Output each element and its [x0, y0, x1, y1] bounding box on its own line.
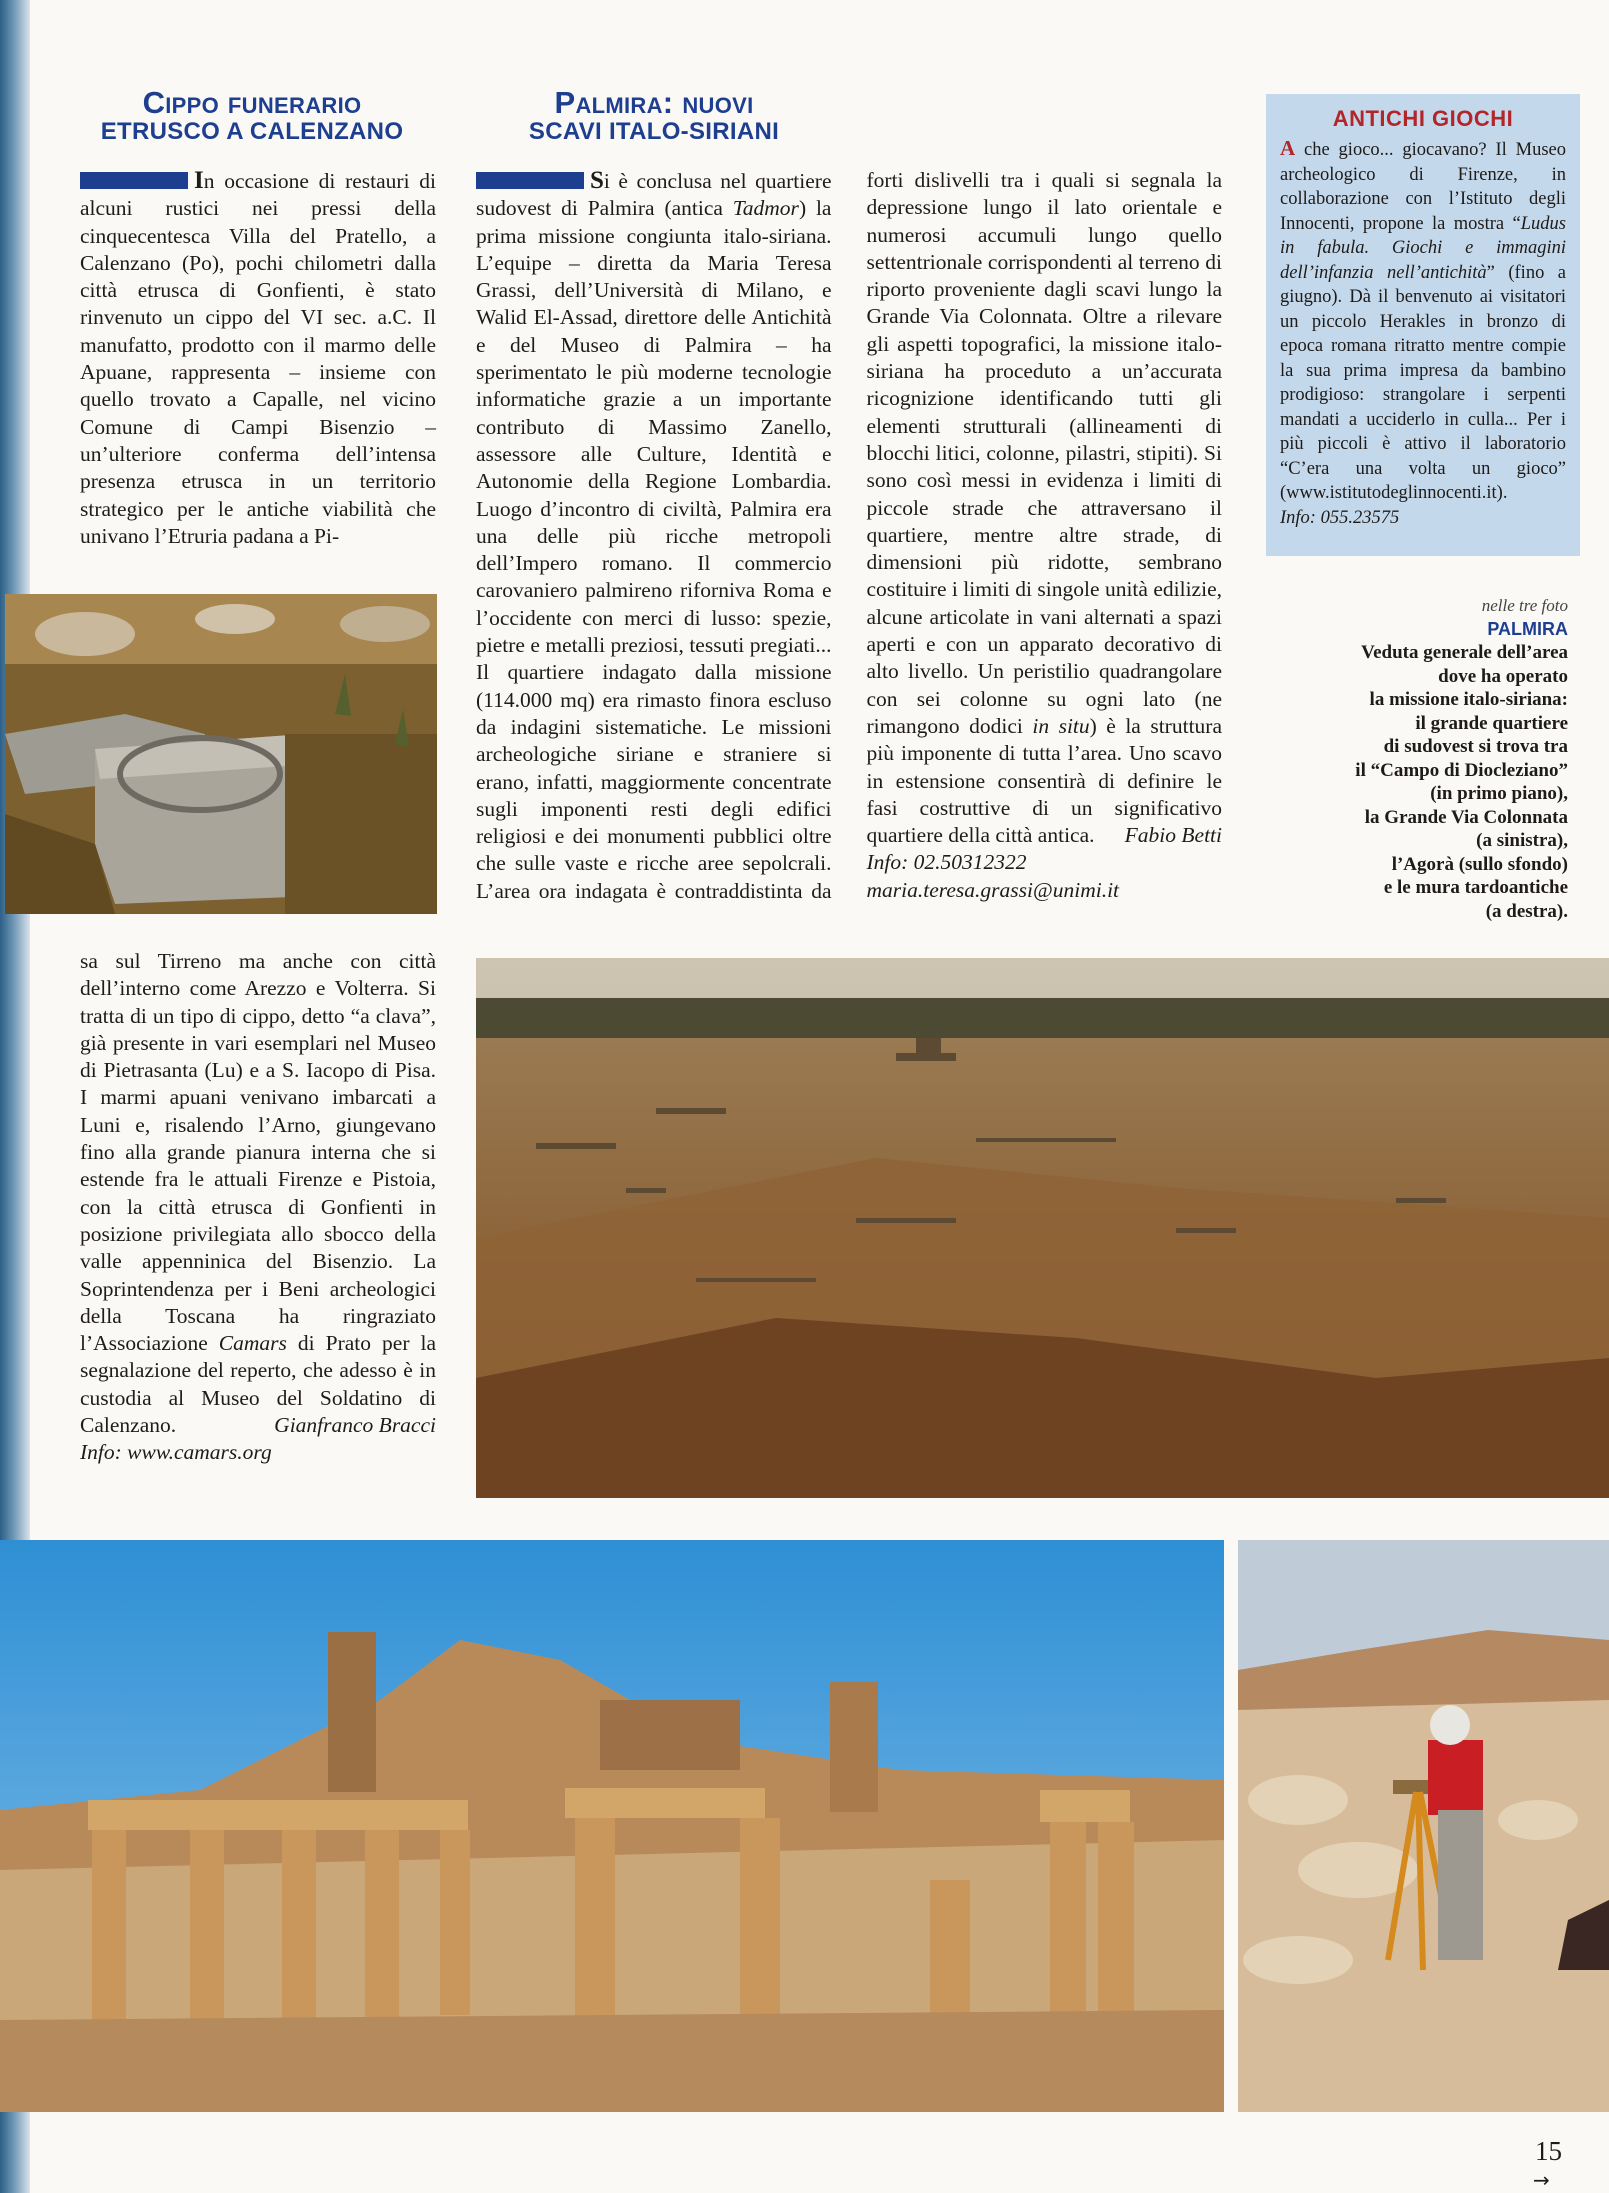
article2-signature: Fabio Betti [1124, 823, 1222, 848]
article1-headline-line1: Cippo funerario [142, 85, 362, 120]
article2-body [476, 167, 1222, 919]
caption-line: di sudovest si trova tra [1383, 736, 1568, 757]
caption-line: Veduta generale dell’area [1361, 642, 1568, 663]
caption-line: la Grande Via Colonnata [1364, 806, 1568, 828]
article2-in-situ: in situ [1032, 713, 1090, 738]
caption-place: PALMIRA [1487, 618, 1568, 639]
sidebar-info: Info: 055.23575 [1280, 507, 1400, 528]
caption-line: (in primo piano), [1430, 783, 1568, 804]
article1-info: Info: www.camars.org [80, 1440, 272, 1465]
sidebar-antichi-giochi [1266, 94, 1580, 556]
article2-headline-line2: SCAVI ITALO-SIRIANI [528, 118, 780, 145]
caption-line: il grande quartiere [1415, 712, 1568, 734]
caption-line: dove ha operato [1438, 665, 1568, 687]
sidebar-title: ANTICHI GIOCHI [1332, 106, 1514, 131]
caption-line: (a sinistra), [1476, 830, 1568, 851]
article2-headline [476, 85, 832, 146]
photo-palmira-columns [0, 1540, 1224, 2112]
caption-line: e le mura tardoantiche [1383, 877, 1568, 898]
article2-info-phone: Info: 02.50312322 [866, 850, 1027, 875]
blue-rule-marker [80, 172, 188, 189]
article1-headline [62, 85, 442, 146]
article1-camars: Camars [218, 1331, 287, 1356]
sidebar-dropcap: A [1280, 136, 1296, 160]
article1-para-bottom-2: di Prato per la segnalazione del reperto, che adesso è in custodia al Museo del Soldatino di Calenzano. [80, 1331, 437, 1438]
page-number: 15 [1535, 2136, 1562, 2166]
caption-line: il “Campo di Diocleziano” [1355, 759, 1568, 781]
article2-dropcap: S [590, 167, 604, 194]
article2-info-email: maria.teresa.grassi@unimi.it [866, 877, 1120, 902]
article2-text-c: ) è la struttura più imponente di tutta l’area. Uno scavo in estensione consentirà di definire le fasi costruttive di un significativo quartiere della città antica. [866, 713, 1222, 848]
article1-body-bottom [80, 948, 436, 1467]
article2-tadmor: Tadmor [732, 196, 799, 221]
caption-lead: nelle tre foto [1481, 596, 1568, 615]
article1-body-top [80, 167, 436, 550]
sidebar-text-a: che gioco... giocavano? Il Museo archeologico di Firenze, in collaborazione con l’Istituto degli Innocenti, propone la mostra “ [1280, 140, 1566, 234]
article1-para-top: n occasione di restauri di alcuni rustici nei pressi della cinquecentesca Villa del Pratello, a Calenzano (Po), pochi chilometri dalla città etrusca di Gonfienti, è stato rinvenuto un cippo del VI sec. a.C. Il manufatto, prodotto con il marmo delle Apuane, rappresenta – insieme con quello trovato a Capalle, nel vicino Comune di Campi Bisenzio – un’ulteriore conferma dell’intensa presenza etrusca in un territorio strategico per le antiche viabilità che univano l’Etruria padana a Pi- [80, 169, 436, 548]
photo-cippo-funerario [5, 594, 437, 914]
article2-text-b: ) la prima missione congiunta italo-siriana. L’equipe – diretta da Maria Teresa Grassi, dell’Università di Milano, e Walid El-Assad, direttore delle Antichità e del Museo di Palmira – ha sperimentato le più moderne tecnologie informatiche grazie a un importante contributo di Massimo Zanello, assessore alle Culture, Identità e Autonomie della Regione Lombardia. Luogo d’incontro di civiltà, Palmira era una delle più ricche metropoli dell’Impero romano. Il commercio carovaniero palmireno riforniva Roma e l’occidente con merci di lusso: spezie, pietre e metalli preziosi, tessuti pregiati... Il quartiere indagato dalla missione (114.000 mq) era rimasto finora escluso da indagini sistematiche. Le missioni archeologiche siriane e straniere si erano, infatti, maggiormente concentrate sugli imponenti resti degli edifici religiosi e dei monumenti pubblici oltre che sulle vaste e ricche aree sepolcrali. L’area ora indagata è contraddistinta da forti dislivelli tra i quali si segnala la depressione lungo il lato orientale e numerosi accumuli lungo quello settentrionale corrispondenti al terreno di riporto proveniente dagli scavi lungo la Grande Via Colonnata. Oltre a rilevare gli aspetti topografici, la missione italo-siriana ha proceduto a un’accurata ricognizione identificando tutti gli elementi strutturali (allineamenti di blocchi litici, colonne, pilastri, stipiti). Si sono così messi in evidenza i limiti di piccole strade che attraversano il quartiere, mentre altre strade, di dimensioni più ridotte, sembrano costituire i limiti di singole unità edilizie, alcune articolate in vani alternati a spazi aperti e con un apparato decorativo di alto livello. Un peristilio quadrangolare con sei colonne su ogni lato (ne rimangono dodici [476, 168, 1222, 903]
article1-signature: Gianfranco Bracci [274, 1413, 436, 1438]
blue-rule-marker [476, 172, 584, 189]
sidebar-text [1280, 136, 1566, 530]
sidebar-text-b: ” (fino a giugno). Dà il benvenuto ai visitatori un piccolo Herakles in bronzo di epoca romana ritratto mentre compie la sua prima impresa da bambino prodigioso: strangolare i serpenti mandati a ucciderlo in culla... Per i più piccoli è attivo il laboratorio “C’era una volta un gioco” (www.istitutodeglinnocenti.it). [1280, 262, 1566, 503]
photo-caption [1262, 594, 1568, 923]
caption-line: l’Agorà (sullo sfondo) [1391, 853, 1568, 875]
article1-para-bottom-1: sa sul Tirreno ma anche con città dell’interno come Arezzo e Volterra. Si tratta di un tipo di cippo, detto “a clava”, già presente in vari esemplari nel Museo di Pietrasanta (Lu) e a S. Iacopo di Pisa. I marmi apuani venivano imbarcati a Luni e, risalendo l’Arno, giungevano fino alla grande pianura interna che si estende fra le attuali Firenze e Pistoia, con la città etrusca di Gonfienti in posizione privilegiata allo sbocco della valle appenninica del Bisenzio. La Soprintendenza per i Beni archeologici della Toscana ha ringraziato l’Associazione [80, 949, 436, 1356]
photo-palmira-surveyor [1238, 1540, 1609, 2112]
article1-headline-line2: ETRUSCO A CALENZANO [100, 118, 404, 145]
article2-text-a: i è conclusa nel quartiere sudovest di Palmira (antica [476, 169, 832, 221]
article2-headline-line1: Palmira: nuovi [554, 85, 754, 120]
caption-line: (a destra). [1485, 900, 1568, 922]
sidebar-exhibit-title: Ludus in fabula. Giochi e immagini dell’infanzia nell’antichità [1280, 213, 1566, 283]
photo-palmira-panorama [476, 958, 1609, 1498]
caption-line: la missione italo-siriana: [1369, 689, 1568, 710]
article1-dropcap: I [194, 167, 204, 194]
continue-arrow-icon: → [1533, 2168, 1550, 2192]
